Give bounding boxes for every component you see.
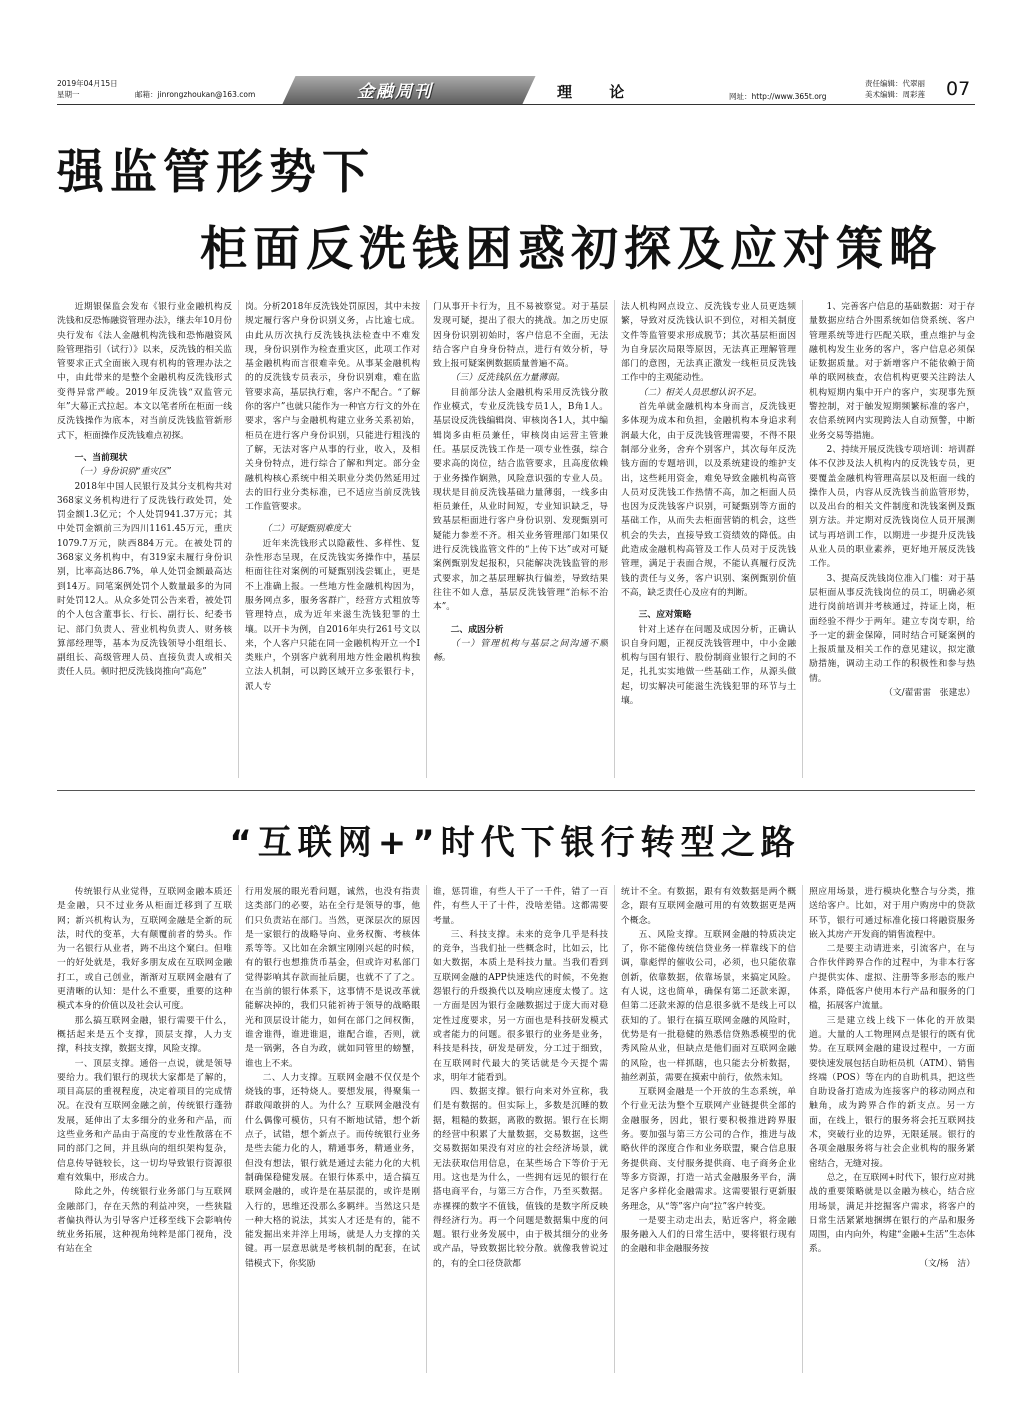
paragraph: 四、数据支撑。银行向来对外宣称，我们是有数据的。但实际上，多数是沉睡的数据，粗糙的数据，离散的数据。银行在长期的经营中积累了大量数据，交易数据，这些交易数据如果没有对应的社会经济场景，就无法获取信用信息，在某些场合下等价于无用。这也是为什么，一些拥有远见的银行在搭电商平台，与第三方合作，乃至买数据。赤裸裸的数字不值钱，值钱的是数字所反映得经济行为。再一个问题是数据集中度的问题。银行业务发展中，由于极其细分的业务或产品，导致数据比较分散。就像我曾说过的，有的全口径贷款都	[433, 1087, 608, 1269]
subsection-heading: （二）可疑甄别难度大	[262, 524, 351, 535]
masthead-title: 金融周刊	[357, 82, 433, 102]
paragraph: 二是要主动请进来，引流客户，在与合作伙伴跨界合作的过程中，为非本行客户提供实体、虚拟、注册等多形态的账户体系，降低客户使用本行产品和服务的门槛，拓展客户流量。	[809, 944, 975, 1012]
header-divider	[57, 104, 975, 105]
column-divider	[802, 885, 803, 1373]
contact-email: 邮箱：jinrongzhoukan@163.com	[135, 90, 256, 99]
article1-title-line1: 强监管形势下	[57, 145, 375, 200]
issue-weekday: 星期一	[57, 90, 80, 99]
paragraph: 二、人力支撑。互联网金融不仅仅是个烧钱的事，还特烧人。要想发展，得聚集一群敢闯敢拼的人。为什么？互联网金融没有什么偶像可模仿，只有不断地试错，想个新点子，试错，想个新点子。而传统银行业务是些去能力化的人，精通事务，精通业务，但没有想法，银行就是通过去能力化的大机制确保稳健发展。在银行体系中，适合搞互联网金融的，或许是在基层混的，或许是刚入行的，思维还没那么多羁绊。当然这只是一种大格的说法，其实人才还是有的，能不能发掘出来并淬上用场，就是人力支撑的关键。再一层意思就是考核机制的配套，在试错模式下，你奖励	[245, 1072, 420, 1269]
subsection-heading: （二）相关人员思想认识不足。	[638, 387, 762, 398]
website-url: 网址：http://www.365t.org	[729, 92, 827, 101]
paragraph: 近年来洗钱形式以隐蔽性、多样性、复杂性形态呈现，在反洗钱实务操作中，基层柜面往往对案例的可疑甄别浅尝辄止，更是不上准确上报。一些地方性金融机构因为，服务网点多，服务客群广，经营方式粗放等管理特点，成为近年来滋生洗钱犯罪的土壤。以开卡为例，自2016年央行261号文以来，个人客户只能在同一金融机构开立一个Ⅰ类账户，个别客户就利用地方性金融机构独立法人机制，可以跨区域开立多张银行卡，派人专	[245, 538, 420, 692]
paragraph: 2、持续开展反洗钱专项培训：培训群体不仅涉及法人机构内的反洗钱专员，更要覆盖金融机构管理高层以及柜面一线的操作人员，内容从反洗钱当前监管形势，以及出台的相关文件制度和洗钱案例及甄别方法。并定期对反洗钱岗位人员开展测试与再培训工作，以期进一步提升反洗钱从业人员的职业素养，更好地开展反洗钱工作。	[809, 444, 975, 570]
subsection-heading: （一）管理机构与基层之间沟通不顺畅。	[433, 638, 608, 664]
paragraph: 3、提高反洗钱岗位准入门槛：对于基层柜面从事反洗钱岗位的员工，明确必须进行岗前培训并考核通过，持证上岗，柜面经验不得少于两年。建立专岗专职，给予一定的薪金保障，同时结合可疑案例的上报质量及相关工作的意见建议，拟定激励措施，调动主动工作的积极性和参与热情。	[809, 573, 975, 684]
paragraph: 统计不全。有数据，跟有有效数据是两个概念，跟有互联网金融可用的有效数据更是两个概念。	[621, 887, 796, 926]
subsection-heading: （一）身份识别“重灾区”	[74, 467, 172, 478]
column-divider	[426, 885, 427, 1373]
paragraph: 门从事开卡行为，且不易被察觉。对于基层发现可疑，提出了很大的挑战。加之历史原因身份识别初始时，客户信息不全面，无法结合客户自身身份特点，进行有效分析，导致上报可疑案例数据质量普遍不高。	[433, 302, 608, 370]
article1-column-2	[245, 300, 420, 780]
paragraph: 三是建立线上线下一体化的开放渠道。大量的人工物理网点是银行的既有优势。在互联网金融的建设过程中，一方面要快速发展包括自助柜员机（ATM）、销售终端（POS）等在内的自助机具，把这些自助设备打造成为连接客户的移动网点和触角，成为跨界合作的新支点。另一方面，在线上，银行的服务将会托互联网技术，突破行业的边界，无限延展。银行的各项金融服务将与社会企业机构的服务紧密结合，无缝对接。	[809, 1015, 975, 1169]
article2-column-4	[621, 885, 796, 1375]
paragraph: 岗。分析2018年反洗钱处罚原因，其中未按规定履行客户身份识别义务，占比逾七成。由此从历次执行反洗钱执法检查中不难发现，身份识别作为检查重灾区，此项工作对基金融机构而言很难幸免。从事某金融机构的的反洗钱专员表示，身份识别难，难在监管要求高，基层执行难，客户不配合。“了解你的客户”也就只能作为一种官方行文的外在要求，客户与金融机构建立业务关系初始，柜员在进行客户身份识别，只能进行粗浅的了解，无法对客户从事的行业，收入，及相关身份特点，进行综合了解和判定。部分金融机构核心系统中相关职业分类仍然延用过去的旧行业分类标准，已不适应当前反洗钱工作监管要求。	[245, 302, 420, 513]
responsible-editor: 责任编辑：代翠丽	[865, 79, 925, 88]
column-divider	[238, 300, 239, 778]
article1-column-1	[57, 300, 232, 780]
article1-column-5	[809, 300, 975, 780]
paragraph: 传统银行从业觉得，互联网金融本质还是金融，只不过业务从柜面迁移到了互联网；新兴机构认为，互联网金融是全新的玩法，时代的变革，大有颠覆前者的势头。作为一名银行从业者，踌不出这个窠臼。但唯一的好处就是，我好多朋友成在互联网金融打工，或自己创业，渐渐对互联网金融有了更清晰的认知：是什么不重要，重要的这种模式本身的价值以及社会认可度。	[57, 887, 232, 1012]
paragraph: 照应用场景，进行模块化整合与分类，推送给客户。比如，对于用户购房中的贷款环节，银行可通过标准化接口将融资服务嵌入其房产开发商的销售流程中。	[809, 887, 975, 940]
paragraph: 行用发展的眼光看问题，诚然，也没有指责这类部门的必要，站在全行是领导的事，他们只负责站在部门。当然，更深层次的原因是一家银行的战略导向、业务权衡、考核体系等等。又比如在余额宝刚刚兴起的时候，有的银行也想推货币基金，但或许对私部门觉得影响其存款而扯后腿，也就不了了之。在当前的银行体系下，这事情不是说改革就能解决掉的，我们只能祈祷于领导的战略眼光和顶层设计能力，如何在部门之间权衡，谁舍谁得，谁进谁退，谁配合谁，否则，就是一锅粥，各自为政，就如同管里的螃蟹，谁也上不来。	[245, 887, 420, 1069]
subsection-heading: （三）反洗钱队伍力量薄弱。	[450, 373, 565, 384]
page-number: 07	[946, 78, 971, 100]
article1-byline: （文/翟雷雷 张建忠）	[884, 688, 975, 699]
column-divider	[238, 885, 239, 1373]
article2-byline: （文/杨 洁）	[919, 1258, 975, 1269]
paragraph: 针对上述存在问题及成因分析，正确认识自身问题，正视反洗钱管理中，中小金融机构与国有银行、股份制商业银行之间的不足，扎扎实实地做一些基础工作，从源头做起，切实解决可能滋生洗钱犯罪的环节与土壤。	[621, 624, 796, 707]
section-heading: 一、当前现状	[74, 452, 128, 463]
article1-column-4	[621, 300, 796, 780]
paragraph: 那么搞互联网金融，银行需要干什么，概括起来是五个支撑，顶层支撑，人力支撑，科技支撑，数据支撑，风险支撑。	[57, 1015, 232, 1055]
article2-column-3	[433, 885, 608, 1375]
paragraph: 法人机构网点设立、反洗钱专业人员更迭频繁，导致对反洗钱认识不到位，对相关制度文件等监管要求形成脱节；其次基层柜面因为自身层次局限等原因，无法真正理解管理部门的意图，无法真正激发一线柜员反洗钱工作中的主观能动性。	[621, 302, 796, 384]
section-heading: 二、成因分析	[450, 624, 504, 635]
paragraph: 除此之外，传统银行业务部门与互联网金融部门，存在天然的利益冲突，一些狭隘者偏执得认为引导客户迁移至线下会影响传统业务拓展，这种视角纯粹是部门视角，没有站在全	[57, 1187, 232, 1255]
paragraph: 2018年中国人民银行及其分支机构共对368家义务机构进行了反洗钱行政处罚，处罚金额1.3亿元；个人处罚941.37万元；其中处罚金额前三为四川1161.45万元，重庆1079.7万元，陕西884万元。在被处罚的368家义务机构中，有319家未履行身份识别，比率高达86.7%，单人处罚金额最高达到14万。同笔案例处罚个人数量最多的为同时处罚12人。从众多处罚公告来看，被处罚的个人包含董事长、行长、副行长、纪委书记、部门负责人、营业机构负责人、财务核算部经理等，基本为反洗钱领导小组组长、副组长、高级管理人员、直接负责人或相关责任人员。顿时把反洗钱岗推向“高危”	[57, 481, 232, 678]
page-header	[57, 76, 975, 104]
paragraph: 一是要主动走出去，贴近客户，将金融服务融入人们的日常生活中，要将银行现有的金融和非金融服务按	[621, 1215, 796, 1255]
paragraph: 首先单就金融机构本身而言，反洗钱更多体现为成本和负担，金融机构本身追求利润最大化，由于反洗钱管理需要，不得不限制部分业务，舍弃个别客户，其次每年反洗钱方面的专题培训，以及系统建设的维护支出，这些耗用资金，难免导致金融机构高管人员对反洗钱工作热情不高，加之柜面人员也因为反洗钱客户识别，可疑甄别等方面的基础工作，从而失去柜面营销的机会，这些机会的失去，直接导致工资绩效的降低。由此造成金融机构高管及工作人员对于反洗钱管理，满足于表面合规，不能认真履行反洗钱的责任与义务，客户识别、案例甄别价值不高，缺乏责任心及应有的判断。	[621, 402, 796, 598]
article2-column-2	[245, 885, 420, 1375]
paragraph: 一、顶层支撑。通俗一点说，就是领导要给力。我们银行的现状大家都是了解的，项目高层的重视程度，决定着项目的完成情况。在没有互联网金融之前，传统银行蓬勃发展，延伸出了太多细分的业务和产品，而这些业务和产品由于高度的专业性散落在不同的部门之间，并且纵向的组织架构复杂，信息传导链较长，这一切均导致银行资源很难有效集中，形成合力。	[57, 1058, 232, 1183]
section-name: 理 论	[557, 83, 641, 101]
art-editor: 美术编辑：周彩莲	[865, 90, 925, 99]
section-heading: 三、应对策略	[638, 610, 692, 621]
article2-column-1	[57, 885, 232, 1375]
article1-column-3	[433, 300, 608, 780]
column-divider	[614, 885, 615, 1373]
paragraph: 三、科技支撑。未来的竞争几乎是科技的竞争，当我们扯一些概念时，比如云，比如大数据，本质上是科技力量。当我们看到互联网金融的APP快速迭代的时候，不免抱怨银行的升级换代以及响应速度太慢了。这一方面是因为银行金融数据过于庞大而对稳定性过度要求，另一方面也是科技研发模式或者能力的问题。很多银行的业务是业务，科技是科技，研发是研发，分工过于细致，在互联网时代最大的笑话就是今天提个需求，明年才能看到。	[433, 929, 608, 1083]
editors-block	[865, 78, 925, 100]
article2-title: “互联网+”时代下银行转型之路	[229, 823, 801, 863]
column-divider	[614, 300, 615, 778]
paragraph: 目前部分法人金融机构采用反洗钱分散作业模式，专业反洗钱专员1人，B角1人。基层设反洗钱编辑岗、审核岗各1人，其中编辑岗多由柜员兼任，审核岗由运营主管兼任。基层反洗钱工作是一项专业性强，综合要求高的岗位，结合监管要求，且高度依赖于业务操作娴熟，风险意识强的专业人员。现状是目前反洗钱基础力量薄弱，一线多由柜员兼任，从业时间短，专业知识缺乏，导致基层柜面进行客户身份识别、发现甄别可疑能力参差不齐。相关业务管理部门如果仅进行反洗钱监管文件的“上传下达”或对可疑案例甄别发起报积，只能解决洗钱监管的形式要求，加之基层理解执行偏差，导致结果往往不如人意，基层反洗钱管理“治标不治本”。	[433, 387, 608, 613]
paragraph: 互联网金融是一个开放的生态系统，单个行业无法为整个互联网产业链提供全部的金融服务，因此，银行要积极推进跨界服务。要加强与第三方公司的合作，推进与战略伙伴的深度合作和业务联盟，聚合信息服务提供商、支付服务提供商、电子商务企业等多方资源，打造一站式金融服务平台，满足客户多样化金融需求。这需要银行更新服务理念，从“等”客户向“拉”客户转变。	[621, 1087, 796, 1212]
column-divider	[426, 300, 427, 778]
paragraph: 谁，惩罚谁，有些人干了一千件，错了一百件，有些人干了十件，没啥差错。这都需要考量。	[433, 887, 608, 926]
paragraph: 近期银保监会发布《银行业金融机构反洗钱和反恐怖融资管理办法》，继去年10月份央行发布《法人金融机构洗钱和恐怖融资风险管理指引（试行）》以来，反洗钱的相关监管要求正式全面嵌入现有机构的管理办法之中，由此带来的是整个金融机构反洗钱形式变得异常严峻。2019年反洗钱“双监管元年”大幕正式拉起。本文以笔者所在柜面一线反洗钱操作为底本，对当前反洗钱监管新形式下，柜面操作反洗钱难点初探。	[57, 302, 232, 441]
issue-date-block	[57, 78, 118, 100]
issue-date: 2019年04月15日	[57, 79, 118, 88]
column-divider	[802, 300, 803, 778]
paragraph: 1、完善客户信息的基础数据：对于存量数据应结合外围系统如信贷系统、客户管理系统等进行匹配关联，重点维护与金融机构发生业务的客户，客户信息必须保证数据质量。对于新增客户不能依赖于简单的联网核查，农信机构更要关注跨法人机构短期内集中开户的客户，实现事先预警控制，对于触发短期频繁标准的客户，农信系统网内实现跨法人自动预警，中断业务交易等措施。	[809, 302, 975, 441]
paragraph: 总之，在互联网+时代下，银行应对挑战的重要策略就是以金融为核心，结合应用场景，满足并挖掘客户需求，将客户的日常生活紧紧地捆绑在银行的产品和服务周围，由内向外，构建“金融+生活”生态体系。	[809, 1172, 975, 1255]
paragraph: 五、风险支撑。互联网金融的特质决定了，你不能像传统信贷业务一样靠线下的信调，靠彪悍的催收公司，必须，也只能依靠创新，依靠数据，依靠场景，来搞定风险。有人说，这也简单，确保有第二还款来源，但第二还款来源的信息很多就不是线上可以获知的了。银行在搞互联网金融的风险时，优势是有一批稳健的熟悉信贷熟悉模型的优秀风险从业，但缺点是他们面对互联网金融的风险，也一样抓瞎，也只能去分析数据，抽丝剥茧，需要在摸索中前行，依然未知。	[621, 929, 796, 1083]
article2-column-5	[809, 885, 975, 1375]
article-separator	[57, 790, 975, 791]
article1-title-line2: 柜面反洗钱困惑初探及应对策略	[200, 222, 942, 277]
